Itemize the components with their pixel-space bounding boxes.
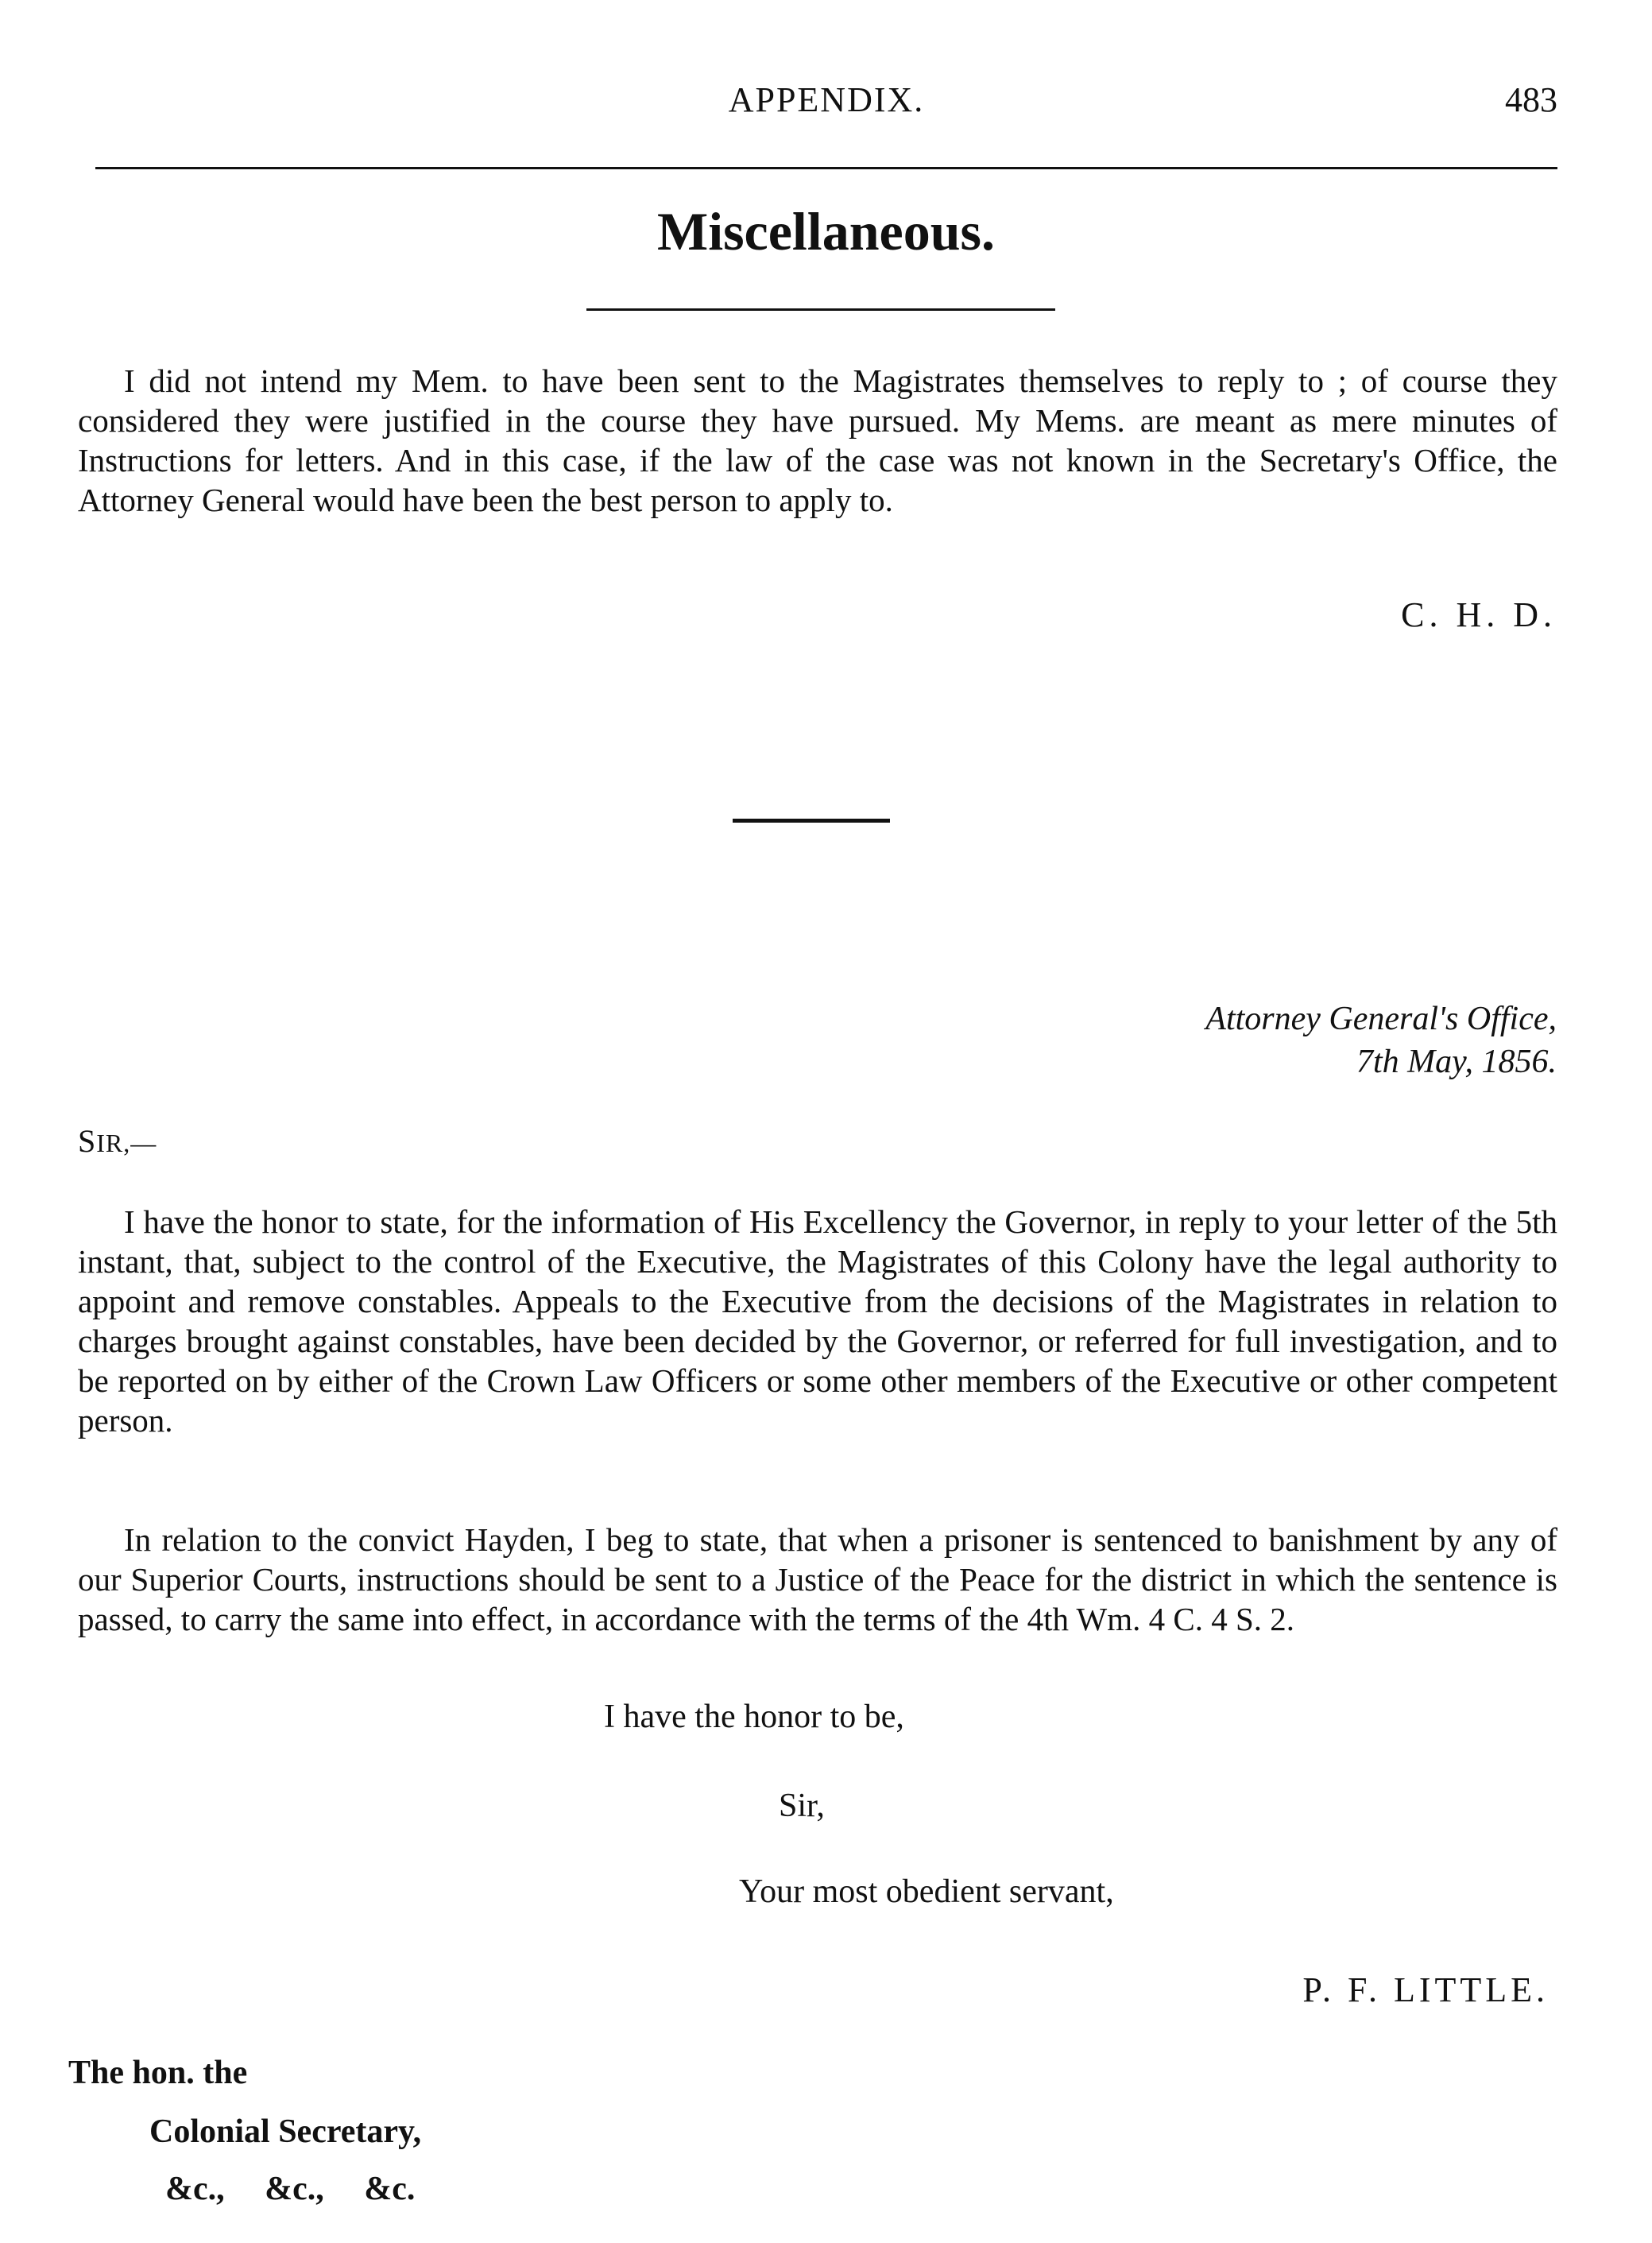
addressee-line-2: Colonial Secretary,: [149, 2113, 422, 2150]
title-rule: [586, 308, 1055, 311]
letter-dateline: [1205, 998, 1557, 1083]
closing-line-3: Your most obedient servant,: [739, 1873, 1114, 1910]
salutation-initial: S: [78, 1123, 97, 1159]
letter-paragraph-1: I have the honor to state, for the information of His Excellency the Governor, in reply to your letter of the 5th instant, that, subject to the control of the Executive, the Magistrates of this Colony have the legal authority to appoint and remove constables. Appeals to the Executive from the decisions of the Magistrates in relation to charges brought against constables, have been decided by the Governor, or referred for full investigation, and to be reported on by either of the Crown Law Officers or some other members of the Executive or other competent person.: [78, 1203, 1557, 1439]
addressee-line-1: The hon. the: [68, 2055, 248, 2091]
salutation: [78, 1122, 157, 1160]
letter-paragraph-2: In relation to the convict Hayden, I beg to state, that when a prisoner is sentenced to banishment by any of our Superior Courts, instructions should be sent to a Justice of the Peace for the district in which the sentence is passed, to carry the same into effect, in accordance with the terms of the 4th Wm. 4 C. 4 S. 2.: [78, 1521, 1557, 1637]
letter-signature: P. F. LITTLE.: [1302, 1970, 1549, 2009]
header-rule: [95, 167, 1557, 169]
memo-signature: C. H. D.: [1401, 595, 1557, 634]
addressee-line-3: &c., &c., &c.: [165, 2171, 416, 2207]
running-head: [95, 79, 1557, 127]
running-title: APPENDIX.: [728, 80, 925, 119]
section-divider: [733, 819, 890, 823]
dateline-date: 7th May, 1856.: [1356, 1044, 1557, 1080]
salutation-rest: IR,—: [96, 1129, 157, 1157]
dateline-place: Attorney General's Office,: [1205, 1001, 1557, 1037]
closing-line-1: I have the honor to be,: [604, 1699, 904, 1735]
page-number: 483: [1505, 80, 1557, 119]
closing-line-2: Sir,: [779, 1788, 825, 1824]
section-title: Miscellaneous.: [657, 201, 995, 261]
memo-paragraph: I did not intend my Mem. to have been sent to the Magistrates themselves to reply to ; of course they considered they were justified in the course they have pursued. My Mems. are meant as mere minutes of Instructions for letters. And in this case, if the law of the case was not known in the Secretary's Office, the Attorney General would have been the best person to apply to.: [78, 362, 1557, 518]
